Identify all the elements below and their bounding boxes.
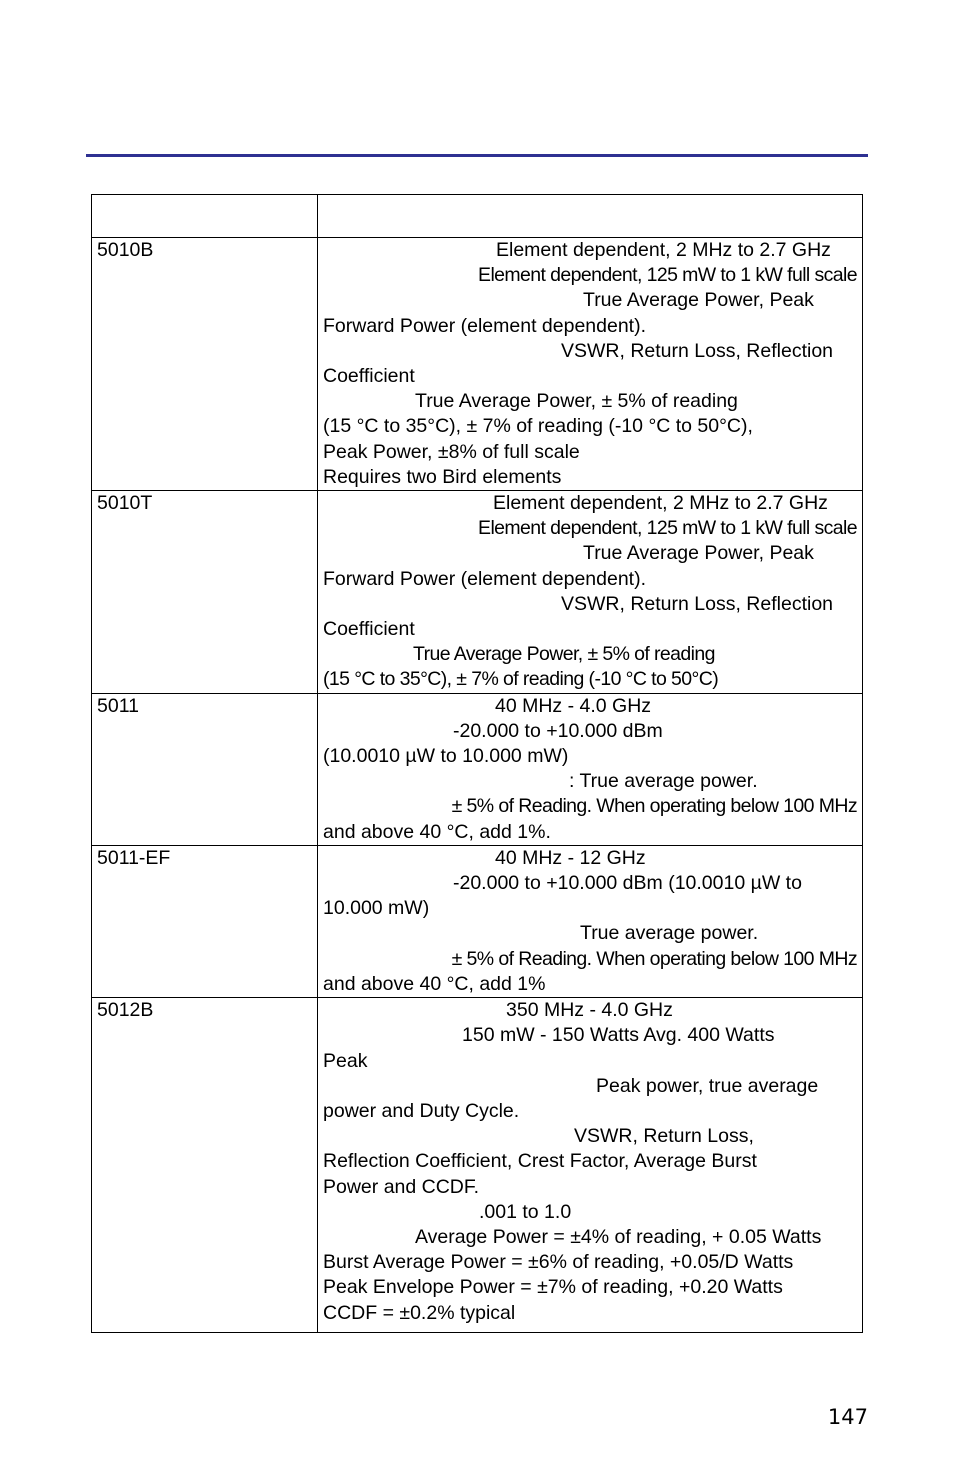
spec-line: and above 40 °C, add 1% <box>323 972 546 995</box>
spec-line: (15 °C to 35°C), ± 7% of reading (-10 °C to 50°C), <box>323 415 753 438</box>
spec-line: Peak power, true average <box>596 1074 819 1097</box>
spec-line: 350 MHz - 4.0 GHz <box>506 999 673 1022</box>
spec-cell <box>318 238 863 491</box>
spec-line: True average power. <box>580 922 759 945</box>
spec-line: (10.0010 µW to 10.000 mW) <box>323 745 569 768</box>
spec-line: 40 MHz - 4.0 GHz <box>495 694 652 717</box>
model-cell: 5010B <box>92 238 318 491</box>
table-row <box>92 845 863 997</box>
spec-line: Element dependent, 125 mW to 1 kW full scale <box>478 264 857 287</box>
model-cell: 5011 <box>92 693 318 845</box>
spec-line: Peak <box>323 1049 368 1072</box>
page-number: 147 <box>827 1405 868 1429</box>
spec-line: True Average Power, ± 5% of reading <box>415 390 738 413</box>
spec-line: VSWR, Return Loss, <box>574 1125 754 1148</box>
spec-line: Power and CCDF. <box>323 1175 480 1198</box>
spec-line: Burst Average Power = ±6% of reading, +0.05/D Watts <box>323 1251 794 1274</box>
spec-line: ± 5% of Reading. When operating below 100 MHz <box>451 947 857 970</box>
spec-line: 40 MHz - 12 GHz <box>495 846 646 869</box>
table-header-row <box>92 195 863 238</box>
spec-line: Element dependent, 125 mW to 1 kW full scale <box>478 517 857 540</box>
spec-line: and above 40 °C, add 1%. <box>323 820 551 843</box>
spec-line: Peak Power, ±8% of full scale <box>323 440 580 463</box>
spec-line: 10.000 mW) <box>323 897 430 920</box>
spec-line: (15 °C to 35°C), ± 7% of reading (-10 °C to 50°C) <box>323 668 719 691</box>
spec-cell <box>318 845 863 997</box>
spec-line: -20.000 to +10.000 dBm <box>453 719 663 742</box>
header-cell-model <box>92 195 318 238</box>
spec-line: power and Duty Cycle. <box>323 1099 520 1122</box>
specifications-table <box>91 194 863 1333</box>
spec-line: Reflection Coefficient, Crest Factor, Average Burst <box>323 1150 757 1173</box>
table-row <box>92 998 863 1333</box>
spec-line: ± 5% of Reading. When operating below 100 MHz <box>451 795 857 818</box>
model-cell: 5012B <box>92 998 318 1333</box>
spec-line: CCDF = ±0.2% typical <box>323 1301 516 1324</box>
spec-line: 150 mW - 150 Watts Avg. 400 Watts <box>462 1024 775 1047</box>
spec-line: VSWR, Return Loss, Reflection <box>561 592 834 615</box>
spec-line: Requires two Bird elements <box>323 465 562 488</box>
spec-line: True Average Power, Peak <box>583 542 814 565</box>
spec-cell <box>318 693 863 845</box>
spec-line: -20.000 to +10.000 dBm (10.0010 µW to <box>453 872 802 895</box>
spec-line: True Average Power, ± 5% of reading <box>413 643 715 666</box>
spec-cell <box>318 491 863 694</box>
spec-line: : True average power. <box>569 770 758 793</box>
spec-line: Element dependent, 2 MHz to 2.7 GHz <box>496 239 831 261</box>
spec-line: Forward Power (element dependent). <box>323 314 646 337</box>
spec-line: True Average Power, Peak <box>583 289 814 312</box>
spec-cell <box>318 998 863 1333</box>
spec-line: Peak Envelope Power = ±7% of reading, +0.20 Watts <box>323 1276 783 1299</box>
table-row <box>92 693 863 845</box>
spec-line: Element dependent, 2 MHz to 2.7 GHz <box>493 492 828 515</box>
table-row <box>92 238 863 491</box>
model-cell: 5010T <box>92 491 318 694</box>
header-cell-specifications <box>318 195 863 238</box>
spec-line: .001 to 1.0 <box>479 1200 572 1223</box>
spec-line: Average Power = ±4% of reading, + 0.05 Watts <box>415 1225 822 1248</box>
spec-line: VSWR, Return Loss, Reflection <box>561 339 834 362</box>
spec-line: Forward Power (element dependent). <box>323 567 646 590</box>
header-rule <box>86 154 868 157</box>
table-row <box>92 491 863 694</box>
spec-line: Coefficient <box>323 618 415 641</box>
spec-line: Coefficient <box>323 365 415 388</box>
model-cell: 5011-EF <box>92 845 318 997</box>
